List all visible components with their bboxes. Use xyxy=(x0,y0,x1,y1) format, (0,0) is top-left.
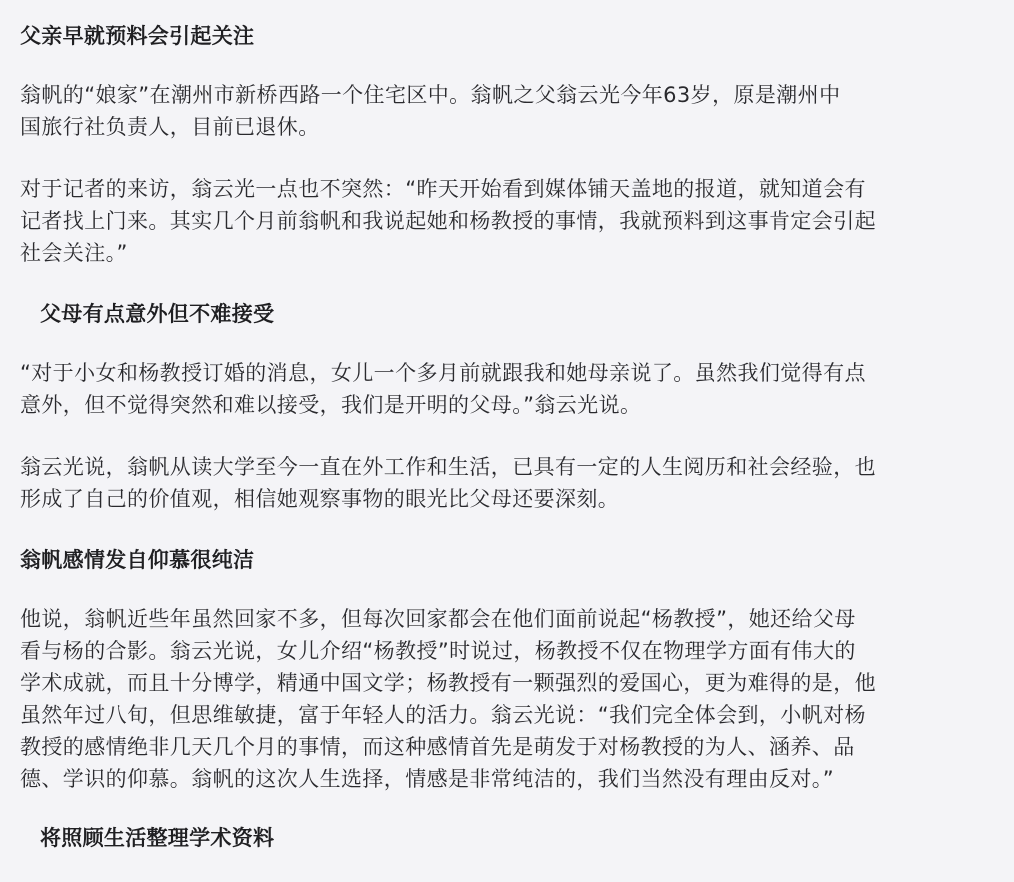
section-heading: 翁帆感情发自仰慕很纯洁 xyxy=(20,548,255,572)
paragraph-line: 翁云光说，翁帆从读大学至今一直在外工作和生活，已具有一定的人生阅历和社会经验，也 xyxy=(20,455,876,479)
section-heading: 父母有点意外但不难接受 xyxy=(40,302,275,326)
paragraph-line: 记者找上门来。其实几个月前翁帆和我说起她和杨教授的事情，我就预料到这事肯定会引起 xyxy=(20,209,876,233)
paragraph-line: 国旅行社负责人，目前已退休。 xyxy=(20,115,320,139)
section-heading: 将照顾生活整理学术资料 xyxy=(40,826,275,850)
paragraph-line: 教授的感情绝非几天几个月的事情，而这种感情首先是萌发于对杨教授的为人、涵养、品 xyxy=(20,735,855,759)
section-heading: 父亲早就预料会引起关注 xyxy=(20,24,255,48)
paragraph xyxy=(20,451,994,515)
paragraph xyxy=(20,173,994,269)
paragraph-line: 学术成就，而且十分博学，精通中国文学；杨教授有一颗强烈的爱国心，更为难得的是，他 xyxy=(20,671,876,695)
paragraph-line: 德、学识的仰慕。翁帆的这次人生选择，情感是非常纯洁的，我们当然没有理由反对。” xyxy=(20,767,834,791)
paragraph-line: 社会关注。” xyxy=(20,241,128,265)
paragraph-line: 翁帆的“娘家”在潮州市新桥西路一个住宅区中。翁帆之父翁云光今年63岁，原是潮州中 xyxy=(20,83,841,107)
paragraph xyxy=(20,357,994,421)
paragraph-line: 形成了自己的价值观，相信她观察事物的眼光比父母还要深刻。 xyxy=(20,487,620,511)
paragraph-line: 意外，但不觉得突然和难以接受，我们是开明的父母。”翁云光说。 xyxy=(20,393,642,417)
paragraph-line: 对于记者的来访，翁云光一点也不突然：“昨天开始看到媒体铺天盖地的报道，就知道会有 xyxy=(20,177,866,201)
paragraph-line: 虽然年过八旬，但思维敏捷，富于年轻人的活力。翁云光说：“我们完全体会到，小帆对杨 xyxy=(20,703,866,727)
paragraph-line: 他说，翁帆近些年虽然回家不多，但每次回家都会在他们面前说起“杨教授”，她还给父母 xyxy=(20,607,856,631)
paragraph-line: “对于小女和杨教授订婚的消息，女儿一个多月前就跟我和她母亲说了。虽然我们觉得有点 xyxy=(20,361,866,385)
paragraph xyxy=(20,79,994,143)
paragraph xyxy=(20,603,994,795)
paragraph-line: 看与杨的合影。翁云光说，女儿介绍“杨教授”时说过，杨教授不仅在物理学方面有伟大的 xyxy=(20,639,856,663)
